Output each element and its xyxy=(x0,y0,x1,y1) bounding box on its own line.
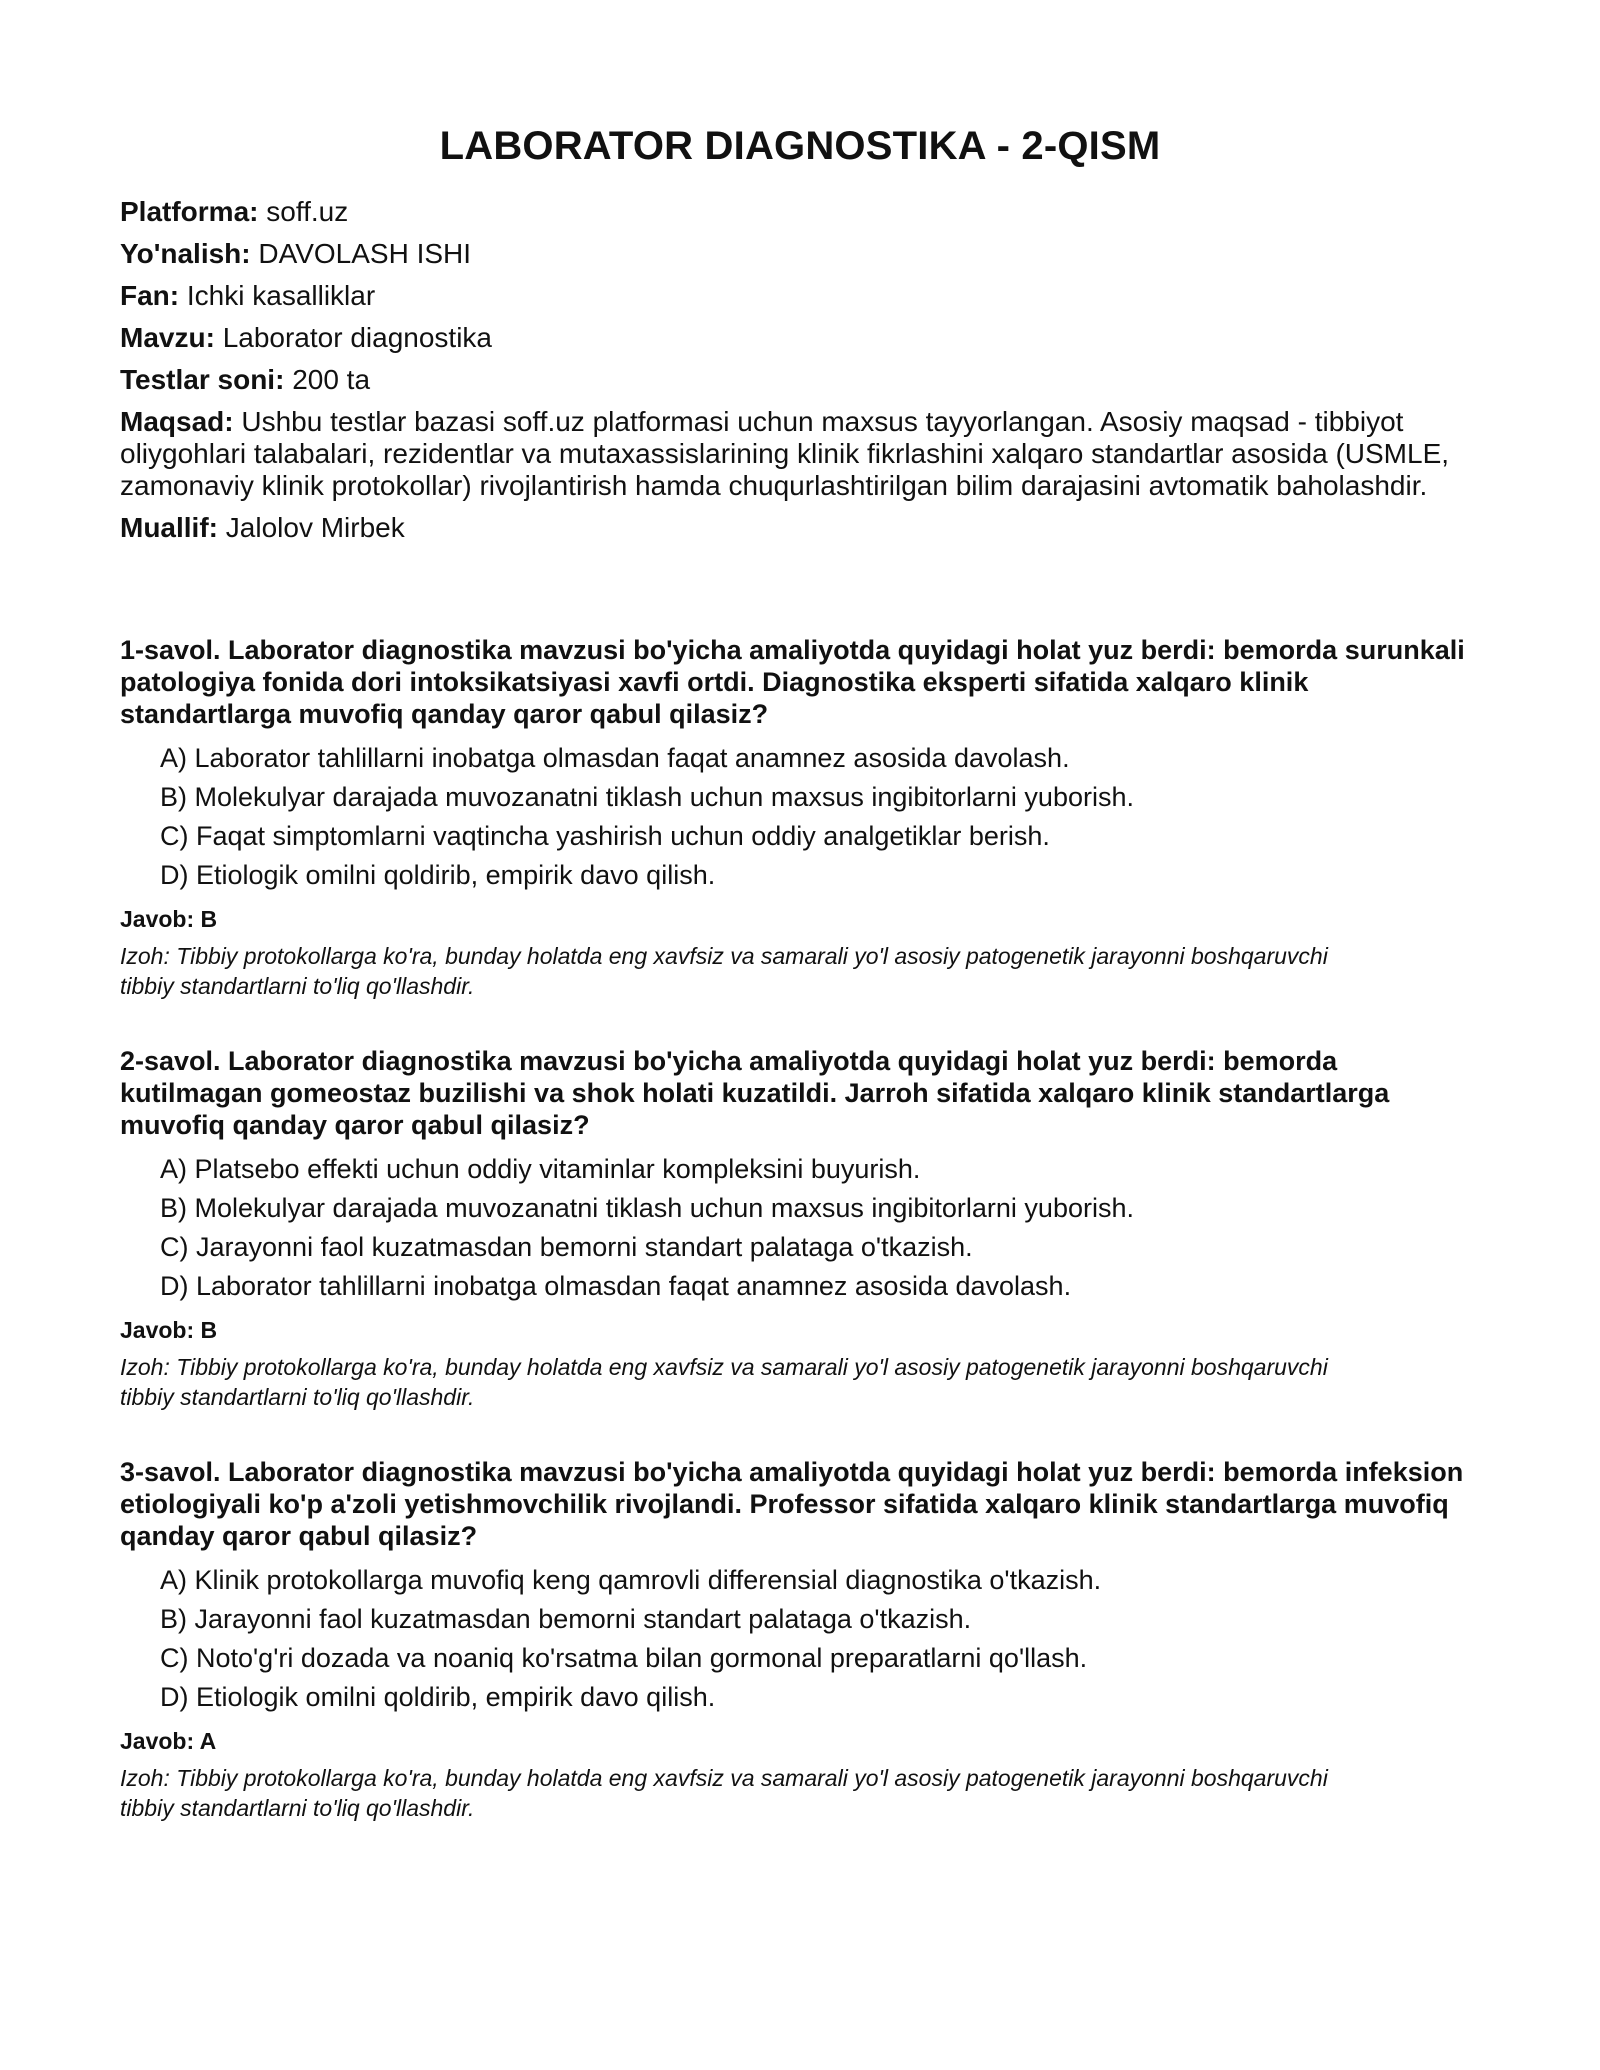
option-b: B) Jarayonni faol kuzatmasdan bemorni standart palataga o'tkazish. xyxy=(160,1604,972,1634)
section-spacer xyxy=(120,554,1480,634)
document-page xyxy=(120,118,1480,1867)
explanation-note: Izoh: Tibbiy protokollarga ko'ra, bunday holatda eng xavfsiz va samarali yo'l asosiy patogenetik jarayonni boshqaruvchi tibbiy standartlarni to'liq qo'llashdir. xyxy=(120,1765,1328,1821)
answer-options xyxy=(120,1153,1480,1302)
meta-label: Testlar soni: xyxy=(120,364,285,395)
meta-label: Fan: xyxy=(120,280,180,311)
option-d: D) Laborator tahlillarni inobatga olmasdan faqat anamnez asosida davolash. xyxy=(160,1271,1072,1301)
answer-key: Javob: B xyxy=(120,906,218,932)
meta-platforma xyxy=(120,196,1480,228)
meta-label: Maqsad: xyxy=(120,406,234,437)
meta-value: soff.uz xyxy=(266,196,349,227)
meta-testlar-soni xyxy=(120,364,1480,396)
meta-value: Laborator diagnostika xyxy=(222,322,492,353)
option-c: C) Noto'g'ri dozada va noaniq ko'rsatma bilan gormonal preparatlarni qo'llash. xyxy=(160,1643,1088,1673)
meta-mavzu xyxy=(120,322,1480,354)
meta-label: Platforma: xyxy=(120,196,259,227)
meta-fan xyxy=(120,280,1480,312)
meta-value: 200 ta xyxy=(292,364,371,395)
option-a: A) Laborator tahlillarni inobatga olmasdan faqat anamnez asosida davolash. xyxy=(160,743,1070,773)
meta-value: DAVOLASH ISHI xyxy=(258,238,472,269)
meta-value: Ichki kasalliklar xyxy=(186,280,376,311)
option-c: C) Jarayonni faol kuzatmasdan bemorni standart palataga o'tkazish. xyxy=(160,1232,973,1262)
question-text: 1-savol. Laborator diagnostika mavzusi bo'yicha amaliyotda quyidagi holat yuz berdi: bemorda surunkali patologiya fonida dori intoksikatsiyasi xavfi ortdi. Diagnostika eksperti sifatida xalqaro klinik standartlarga muvofiq qanday qaror qabul qilasiz? xyxy=(120,635,1465,729)
answer-key: Javob: B xyxy=(120,1317,218,1343)
option-d: D) Etiologik omilni qoldirib, empirik davo qilish. xyxy=(160,1682,716,1712)
document-title: LABORATOR DIAGNOSTIKA - 2-QISM xyxy=(439,124,1161,168)
meta-yonalish xyxy=(120,238,1480,270)
meta-muallif xyxy=(120,512,1480,544)
meta-maqsad xyxy=(120,406,1480,502)
meta-label: Mavzu: xyxy=(120,322,215,353)
meta-value: Ushbu testlar bazasi soff.uz platformasi uchun maxsus tayyorlangan. Asosiy maqsad - tibbiyot oliygohlari talabalari, rezidentlar va mutaxassislarining klinik fikrlashini xalqaro standartlar asosida (USMLE, zamonaviy klinik protokollar) rivojlantirish hamda chuqurlashtirilgan bilim darajasini avtomatik baholashdir. xyxy=(120,406,1450,501)
option-b: B) Molekulyar darajada muvozanatni tiklash uchun maxsus ingibitorlarni yuborish. xyxy=(160,782,1134,812)
question-2 xyxy=(120,1045,1480,1412)
option-a: A) Platsebo effekti uchun oddiy vitaminlar kompleksini buyurish. xyxy=(160,1154,921,1184)
meta-value: Jalolov Mirbek xyxy=(225,512,405,543)
meta-label: Yo'nalish: xyxy=(120,238,251,269)
answer-options xyxy=(120,1564,1480,1713)
question-3 xyxy=(120,1456,1480,1823)
document-meta xyxy=(120,196,1480,544)
explanation-note: Izoh: Tibbiy protokollarga ko'ra, bunday holatda eng xavfsiz va samarali yo'l asosiy patogenetik jarayonni boshqaruvchi tibbiy standartlarni to'liq qo'llashdir. xyxy=(120,943,1328,999)
option-a: A) Klinik protokollarga muvofiq keng qamrovli differensial diagnostika o'tkazish. xyxy=(160,1565,1102,1595)
answer-options xyxy=(120,742,1480,891)
question-text: 3-savol. Laborator diagnostika mavzusi bo'yicha amaliyotda quyidagi holat yuz berdi: bemorda infeksion etiologiyali ko'p a'zoli yetishmovchilik rivojlandi. Professor sifatida xalqaro klinik standartlarga muvofiq qanday qaror qabul qilasiz? xyxy=(120,1457,1464,1551)
meta-label: Muallif: xyxy=(120,512,218,543)
option-d: D) Etiologik omilni qoldirib, empirik davo qilish. xyxy=(160,860,716,890)
question-1 xyxy=(120,634,1480,1001)
option-c: C) Faqat simptomlarni vaqtincha yashirish uchun oddiy analgetiklar berish. xyxy=(160,821,1050,851)
option-b: B) Molekulyar darajada muvozanatni tiklash uchun maxsus ingibitorlarni yuborish. xyxy=(160,1193,1134,1223)
question-text: 2-savol. Laborator diagnostika mavzusi bo'yicha amaliyotda quyidagi holat yuz berdi: bemorda kutilmagan gomeostaz buzilishi va shok holati kuzatildi. Jarroh sifatida xalqaro klinik standartlarga muvofiq qanday qaror qabul qilasiz? xyxy=(120,1046,1390,1140)
explanation-note: Izoh: Tibbiy protokollarga ko'ra, bunday holatda eng xavfsiz va samarali yo'l asosiy patogenetik jarayonni boshqaruvchi tibbiy standartlarni to'liq qo'llashdir. xyxy=(120,1354,1328,1410)
answer-key: Javob: A xyxy=(120,1728,217,1754)
